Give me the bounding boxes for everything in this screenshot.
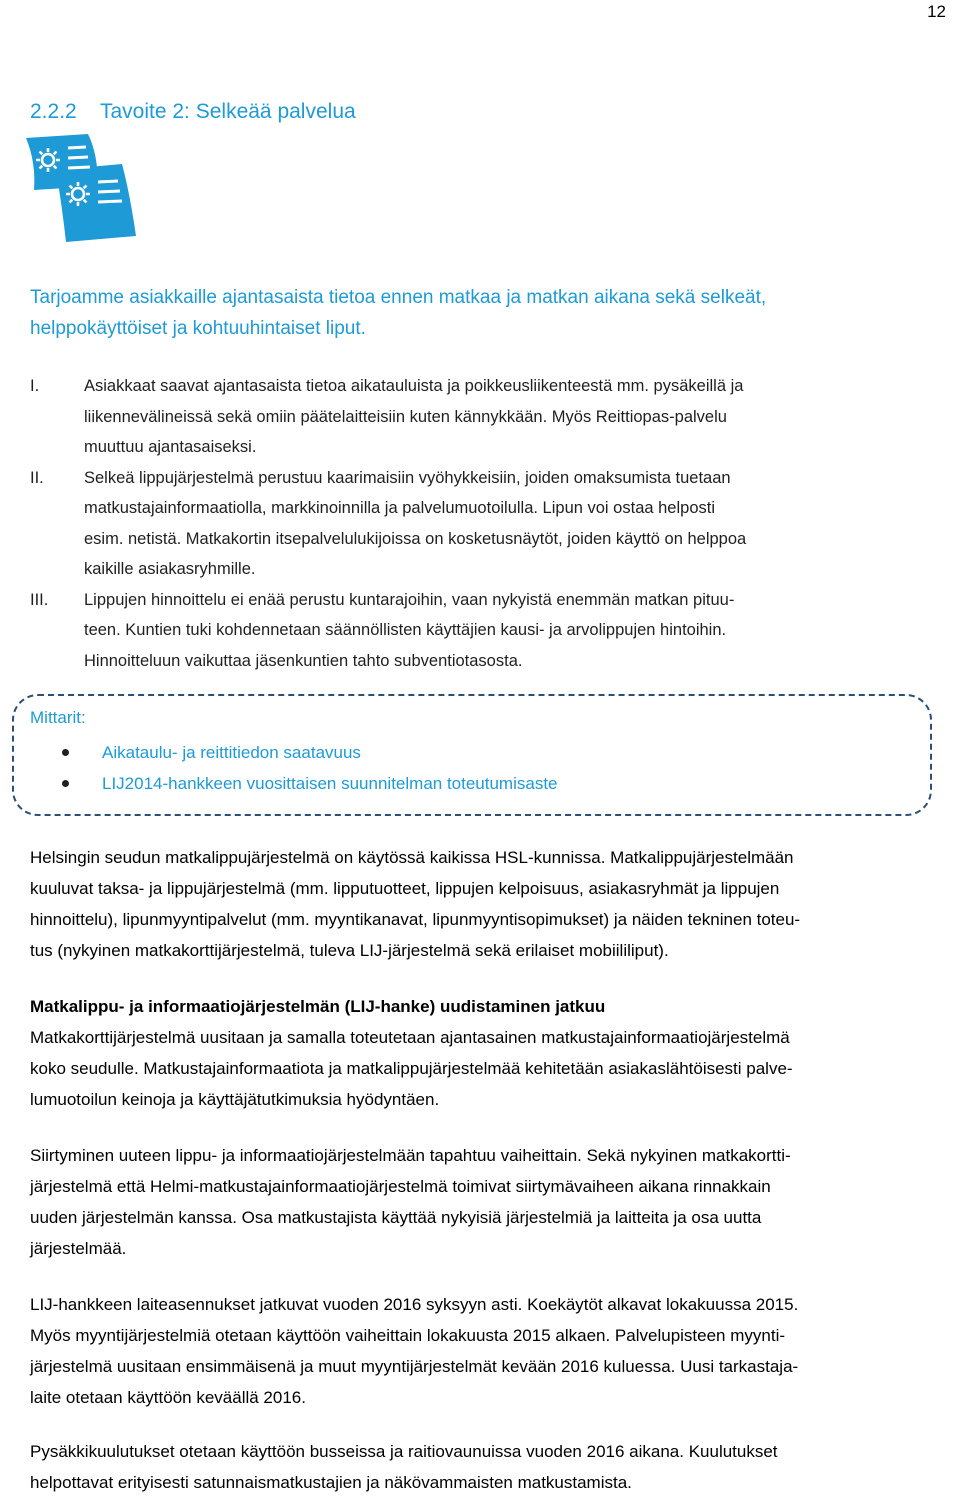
goal-intro <box>30 282 940 344</box>
goal-item <box>30 371 940 463</box>
section-heading <box>30 100 356 124</box>
goal-line: kaikille asiakasryhmille. <box>84 560 256 578</box>
goal-line: teen. Kuntien tuki kohdennetaan säännöllisten käyttäjien kausi- ja arvolippujen hintoihin. <box>84 621 727 639</box>
body-paragraph <box>30 1140 955 1264</box>
metric-label: Aikataulu- ja reittitiedon saatavuus <box>102 743 361 762</box>
metric-item <box>60 737 558 768</box>
paragraph-line: LIJ-hankkeen laiteasennukset jatkuvat vuoden 2016 syksyyn asti. Koekäytöt alkavat lokakuussa 2015. <box>30 1295 799 1314</box>
goal-line: esim. netistä. Matkakortin itsepalvelulukijoissa on kosketusnäytöt, joiden käyttö on helppoa <box>84 529 747 548</box>
paragraph-line: järjestelmää. <box>30 1239 127 1258</box>
goal-numeral: I. <box>30 377 40 395</box>
goal-line: Asiakkaat saavat ajantasaista tietoa aikatauluista ja poikkeusliikenteestä mm. pysäkeillä ja <box>84 377 744 395</box>
metric-item <box>60 768 558 799</box>
body-paragraph <box>30 1436 955 1498</box>
goal-line: muuttuu ajantasaiseksi. <box>84 438 257 456</box>
goal-numeral: II. <box>30 468 44 487</box>
goal-list <box>30 371 940 676</box>
metric-label: LIJ2014-hankkeen vuosittaisen suunnitelman toteutumisaste <box>102 774 558 793</box>
goal-item <box>30 585 940 677</box>
body-paragraph <box>30 991 955 1115</box>
paragraph-line: järjestelmä uusitaan ensimmäisenä ja muut myyntijärjestelmät kevään 2016 kuluessa. Uusi tarkastaja- <box>30 1357 799 1376</box>
bullet-icon <box>62 780 69 787</box>
goal-line: matkustajainformaatiolla, markkinoinnilla ja palvelumuotoilulla. Lipun voi ostaa helposti <box>84 499 716 517</box>
intro-line: Tarjoamme asiakkaille ajantasaista tietoa ennen matkaa ja matkan aikana sekä selkeät, <box>30 287 767 308</box>
metrics-title: Mittarit: <box>30 708 86 727</box>
paragraph-heading: Matkalippu- ja informaatiojärjestelmän (LIJ-hanke) uudistaminen jatkuu <box>30 997 606 1016</box>
goal-line: Hinnoitteluun vaikuttaa jäsenkuntien tahto subventiotasosta. <box>84 651 523 670</box>
paragraph-line: Siirtyminen uuteen lippu- ja informaatiojärjestelmään tapahtuu vaiheittain. Sekä nykyinen matkakortti- <box>30 1146 791 1165</box>
paragraph-line: koko seudulle. Matkustajainformaatiota ja matkalippujärjestelmää kehitetään asiakaslähtöisesti palve- <box>30 1059 793 1078</box>
paragraph-line: lumuotoilun keinoja ja käyttäjätutkimuksia hyödyntäen. <box>30 1090 440 1109</box>
metrics-list <box>60 737 558 799</box>
paragraph-line: kuuluvat taksa- ja lippujärjestelmä (mm. lipputuotteet, lippujen kelpoisuus, asiakasryhmät ja lippujen <box>30 879 780 898</box>
goal-line: Selkeä lippujärjestelmä perustuu kaarimaisiin vyöhykkeisiin, joiden omaksumista tuetaan <box>84 468 731 487</box>
paragraph-line: Myös myyntijärjestelmiä otetaan käyttöön vaiheittain lokakuusta 2015 alkaen. Palvelupisteen myynti- <box>30 1326 786 1345</box>
goal-numeral: III. <box>30 590 49 609</box>
paragraph-line: laite otetaan käyttöön keväällä 2016. <box>30 1388 306 1407</box>
document-gear-icon <box>26 134 138 244</box>
goal-item <box>30 463 940 585</box>
page-number: 12 <box>927 2 946 21</box>
paragraph-line: Helsingin seudun matkalippujärjestelmä on käytössä kaikissa HSL-kunnissa. Matkalippujärjestelmään <box>30 848 794 867</box>
paragraph-line: Matkakorttijärjestelmä uusitaan ja samalla toteutetaan ajantasainen matkustajainformaatiojärjestelmä <box>30 1028 790 1047</box>
paragraph-line: Pysäkkikuulutukset otetaan käyttöön busseissa ja raitiovaunuissa vuoden 2016 aikana. Kuulutukset <box>30 1442 778 1461</box>
body-paragraph <box>30 1289 955 1413</box>
intro-line: helppokäyttöiset ja kohtuuhintaiset liput. <box>30 318 366 339</box>
goal-line: liikennevälineissä sekä omiin päätelaitteisiin kuten kännykkään. Myös Reittiopas-palvelu <box>84 407 727 426</box>
paragraph-line: hinnoittelu), lipunmyyntipalvelut (mm. myyntikanavat, lipunmyyntisopimukset) ja näiden tekninen toteu- <box>30 910 801 929</box>
section-number: 2.2.2 <box>30 100 77 123</box>
section-title: Tavoite 2: Selkeää palvelua <box>100 100 356 123</box>
bullet-icon <box>62 749 69 756</box>
paragraph-line: uuden järjestelmän kanssa. Osa matkustajista käyttää nykyisiä järjestelmiä ja laitteita ja osa uutta <box>30 1208 762 1227</box>
paragraph-line: helpottavat erityisesti satunnaismatkustajien ja näkövammaisten matkustamista. <box>30 1473 632 1492</box>
body-paragraph <box>30 842 955 966</box>
paragraph-line: tus (nykyinen matkakorttijärjestelmä, tuleva LIJ-järjestelmä sekä erilaiset mobiililiput). <box>30 941 669 960</box>
goal-line: Lippujen hinnoittelu ei enää perustu kuntarajoihin, vaan nykyistä enemmän matkan pituu- <box>84 590 735 609</box>
paragraph-line: järjestelmä että Helmi-matkustajainformaatiojärjestelmä toimivat siirtymävaiheen aikana rinnakkain <box>30 1177 771 1196</box>
